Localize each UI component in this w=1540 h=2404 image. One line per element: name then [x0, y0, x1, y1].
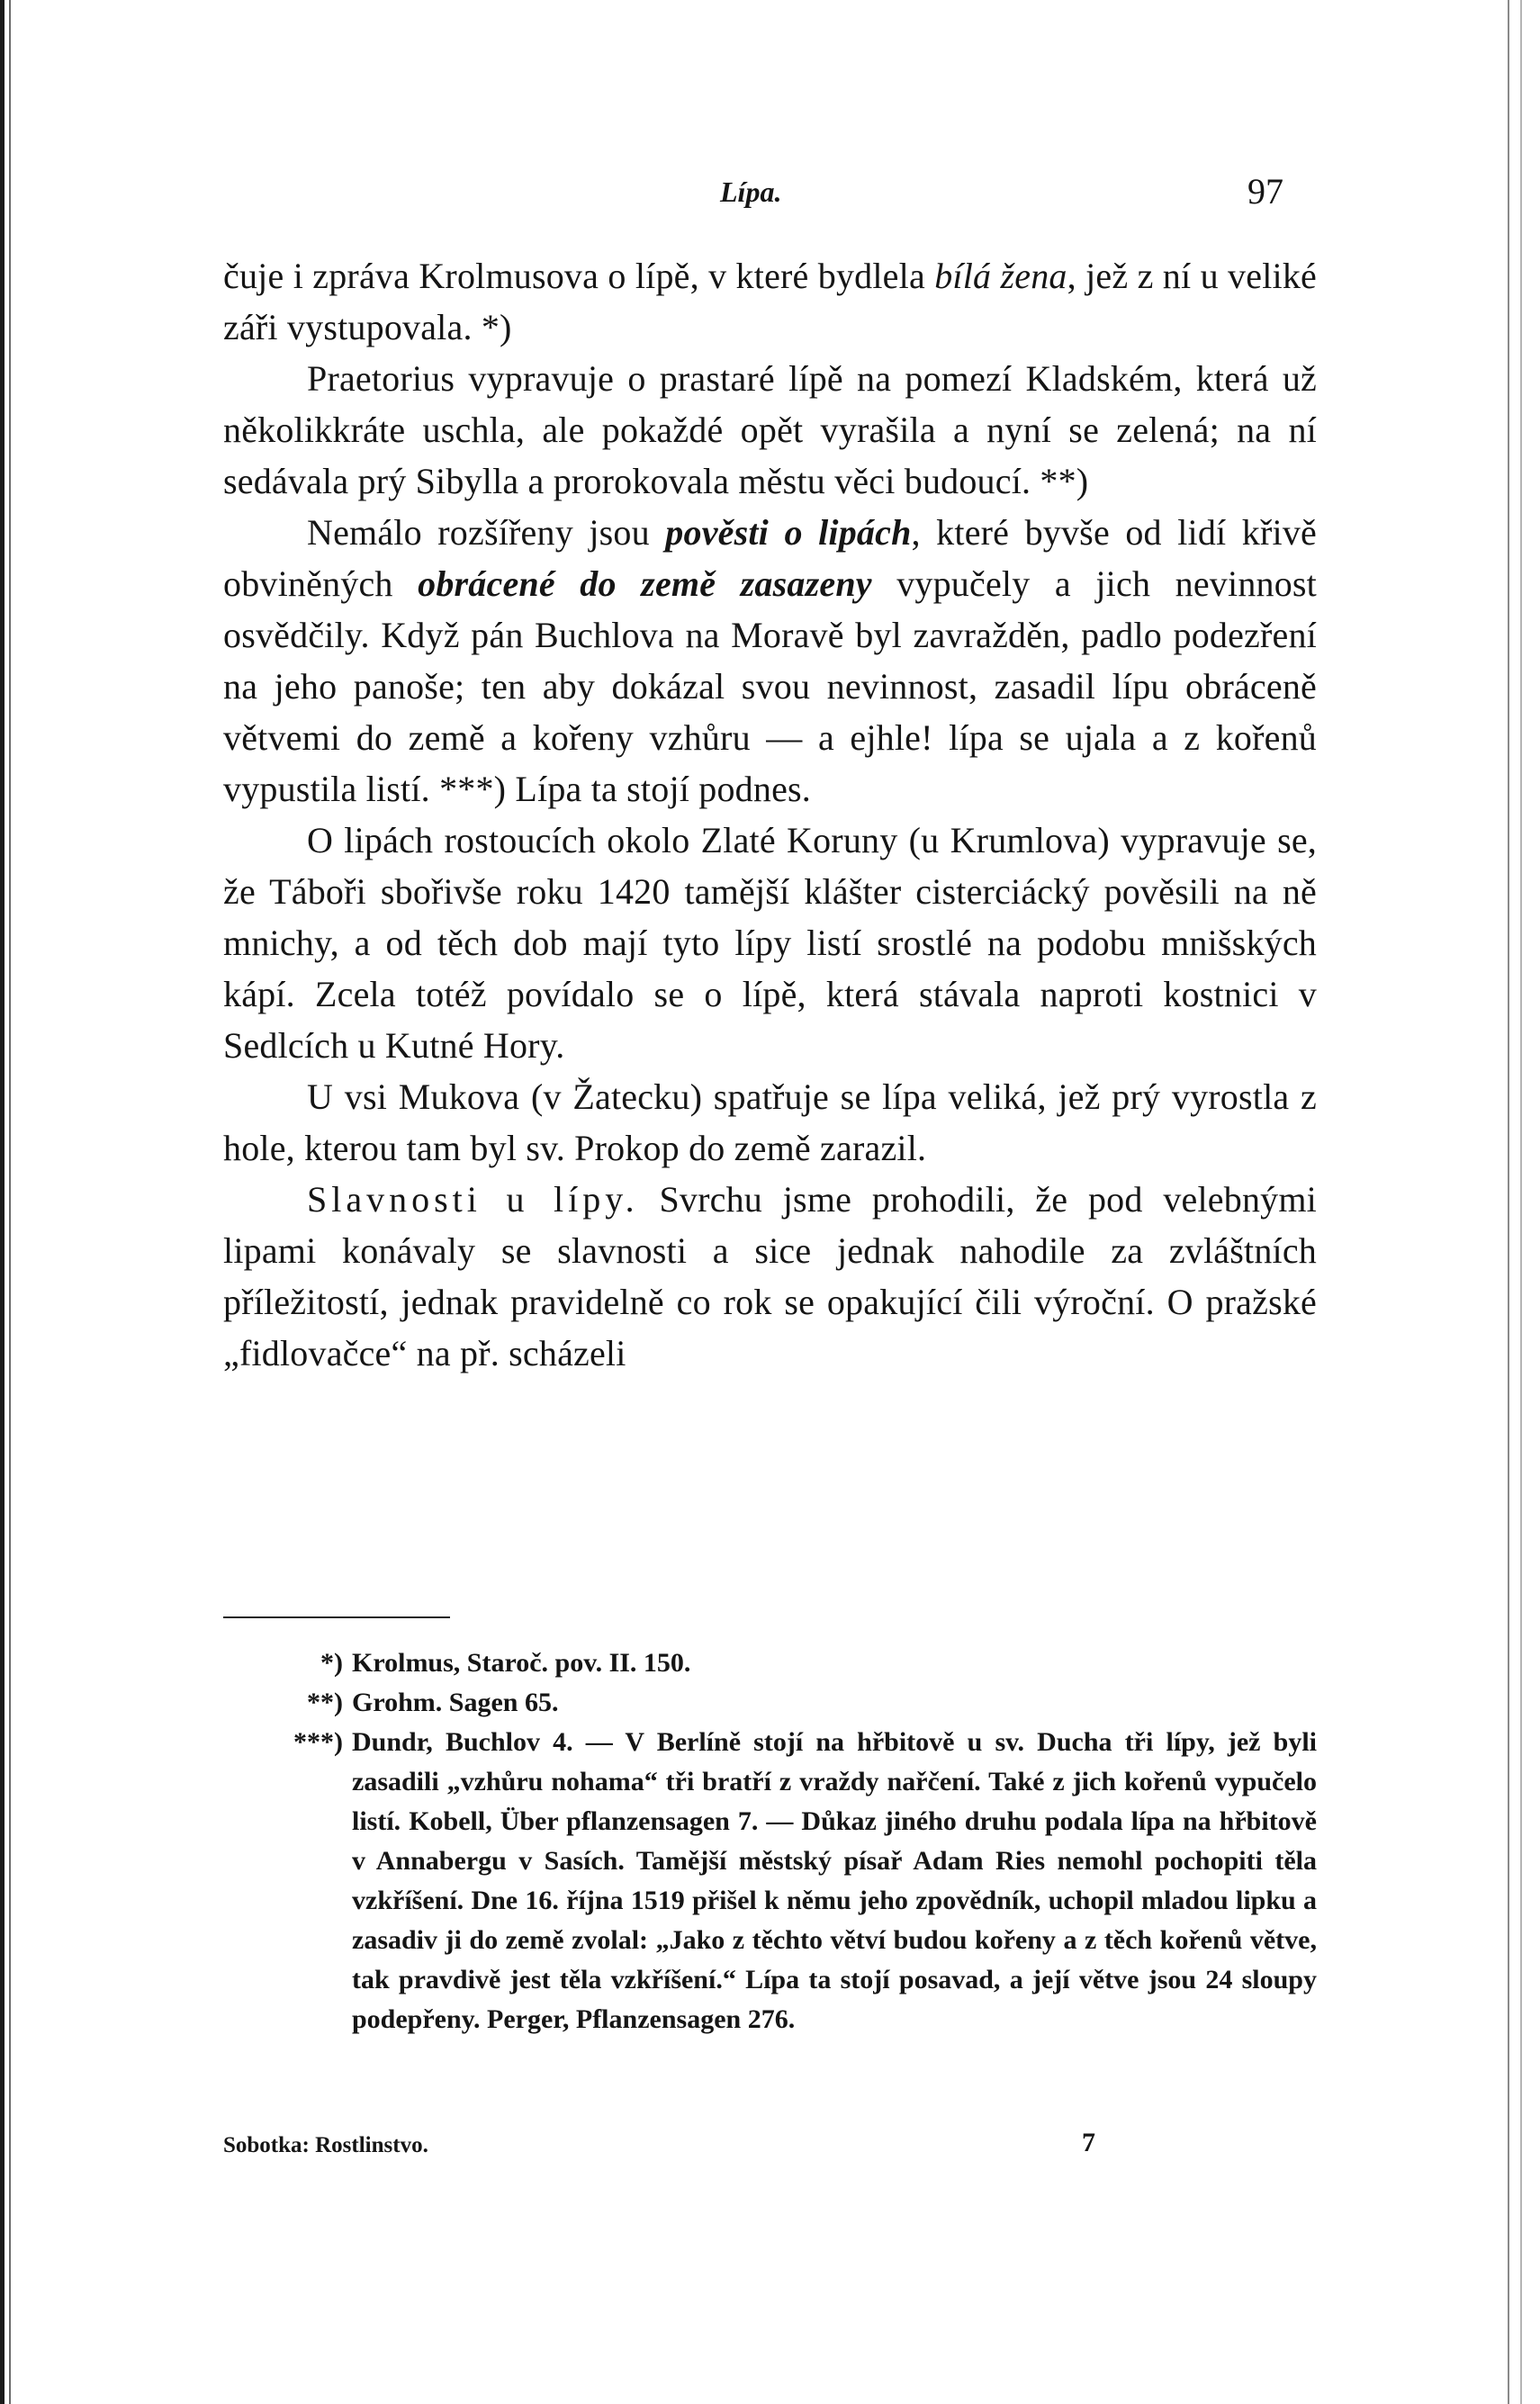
book-page [27, 0, 1503, 2404]
paragraph-1-emphasis: bílá žena [934, 256, 1067, 296]
footnote-mark: *) [320, 1648, 343, 1678]
paragraph-3 [223, 507, 1317, 815]
footnotes [223, 1643, 1317, 2039]
footnote-rule [223, 1616, 450, 1618]
section-heading-slavnosti: Slavnosti u lípy. [307, 1179, 639, 1220]
running-head: Lípa. [720, 176, 782, 208]
paragraph-3-text-a: Nemálo rozšířeny jsou [307, 512, 666, 553]
paragraph-6-text: Svrchu jsme prohodili, že pod velebnými lipami konávaly se slavnosti a sice jednak nahodile za zvláštních příležitostí, jednak pravidelně co rok se opakující čili výroční. O pražské „fidlovačce“ na př. scházeli [223, 1179, 1317, 1373]
paragraph-6 [223, 1174, 1317, 1379]
footnote [223, 1683, 1317, 1723]
paragraph-1-text-c: , jež z ní u veliké záři vystupovala. *) [223, 256, 1317, 347]
paragraph-5: U vsi Mukova (v Žatecku) spatřuje se lípa veliká, jež prý vyrostla z hole, kterou tam byl sv. Prokop do země zarazil. [223, 1076, 1317, 1168]
signature-number: 7 [1082, 2128, 1095, 2157]
footnote-text: Krolmus, Staroč. pov. II. 150. [352, 1648, 691, 1678]
page-header [27, 167, 1503, 221]
paragraph-3-text-c: , které byvše od lidí křivě obviněných [223, 512, 1317, 604]
paragraph-3-emphasis-2: obrácené do země zasazeny [418, 563, 872, 604]
paragraph-4: O lipách rostoucích okolo Zlaté Koruny (u Krumlova) vypravuje se, že Táboři sbořivše roku 1420 tamější klášter cisterciácký pověsili na ně mnichy, a od těch dob mají tyto lípy listí srostlé na podobu mnišských kápí. Zcela totéž povídalo se o lípě, která stávala naproti kostnici v Sedlcích u Kutné Hory. [223, 820, 1317, 1066]
signature-line: Sobotka: Rostlinstvo. [223, 2133, 428, 2157]
paragraph-2: Praetorius vypravuje o prastaré lípě na pomezí Kladském, která už několikkráte uschla, ale pokaždé opět vyrašila a nyní se zelená; na ní sedávala prý Sibylla a prorokovala městu věci budoucí. **) [223, 358, 1317, 501]
footnote-mark: **) [307, 1688, 343, 1717]
footnote-text: Dundr, Buchlov 4. — V Berlíně stojí na hřbitově u sv. Ducha tři lípy, jež byli zasadili „vzhůru nohama“ tři bratří z vraždy nařčení. Také z jich kořenů vypučelo listí. Kobell, Über pflanzensagen 7. — Důkaz jiného druhu podala lípa na hřbitově v Annabergu v Sasích. Tamější městský písař Adam Ries nemohl pochopiti těla vzkříšení. Dne 16. října 1519 přišel k němu jeho zpovědník, uchopil mladou lipku a zasadiv ji do země zvolal: „Jako z těchto větví budou kořeny a z těch kořenů větve, tak pravdivě jest těla vzkříšení.“ Lípa ta stojí posavad, a její větve jsou 24 sloupy podepřeny. Perger, Pflanzensagen 276. [352, 1727, 1317, 2034]
scan-left-border [0, 0, 5, 2404]
paragraph-3-text-e: vypučely a jich nevinnost osvědčily. Když pán Buchlova na Moravě byl zavražděn, padlo podezření na jeho panoše; ten aby dokázal svou nevinnost, zasadil lípu obráceně větvemi do země a kořeny vzhůru — a ejhle! lípa se ujala a z kořenů vypustila listí. ***) Lípa ta stojí podnes. [223, 563, 1317, 809]
footnote-mark: ***) [293, 1727, 343, 1757]
paragraph-1 [223, 250, 1317, 353]
page-number: 97 [1247, 171, 1283, 212]
paragraph-1-text-a: čuje i zpráva Krolmusova o lípě, v které bydlela [223, 256, 935, 296]
body-text [223, 250, 1317, 1379]
scan-right-edge [1508, 0, 1540, 2404]
paragraph-3-emphasis-1: pověsti o lipách [665, 512, 912, 553]
footnote [223, 1723, 1317, 2039]
scan-left-border-inner [9, 0, 11, 2404]
footnote-text: Grohm. Sagen 65. [352, 1688, 559, 1717]
footnote [223, 1643, 1317, 1683]
